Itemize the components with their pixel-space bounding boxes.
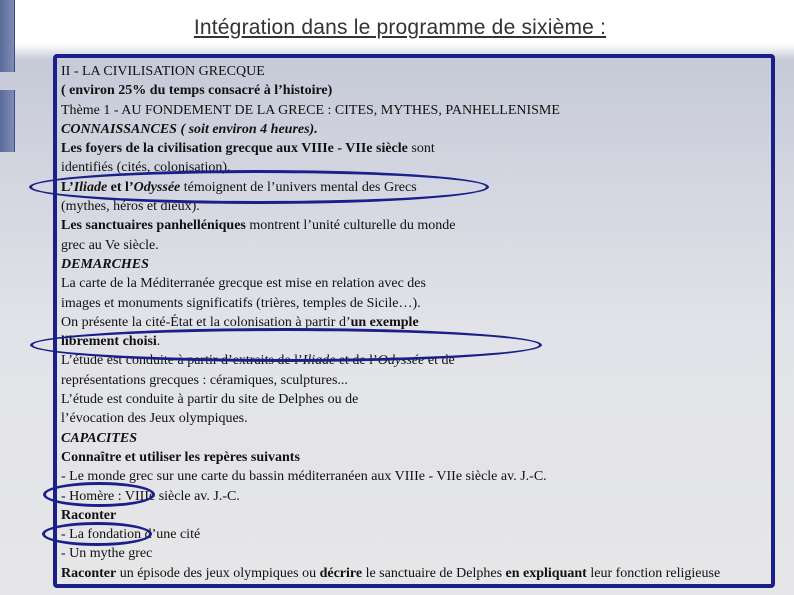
text-line: Raconter <box>61 507 117 523</box>
text-line: La carte de la Méditerranée grecque est mise en relation avec des <box>61 276 426 292</box>
annotation-ellipse <box>42 522 152 546</box>
text-line: - Le monde grec sur une carte du bassin méditerranéen aux VIIIe - VIIe siècle av. J.-C. <box>61 469 547 485</box>
annotation-ellipse <box>43 482 155 507</box>
text-line: Les foyers de la civilisation grecque aux VIIIe - VIIe siècle sont <box>61 141 435 157</box>
annotation-ellipse <box>29 170 489 204</box>
text-line: (mythes, héros et dieux). <box>61 199 200 215</box>
text-line: représentations grecques : céramiques, sculptures... <box>61 372 348 388</box>
text-line: L’Iliade et l’Odyssée témoignent de l’univers mental des Grecs <box>61 179 417 195</box>
side-decoration-bar <box>0 90 15 152</box>
text-line: CONNAISSANCES ( soit environ 4 heures). <box>61 121 318 137</box>
text-line: L’étude est conduite à partir du site de Delphes ou de <box>61 392 359 408</box>
annotation-ellipse <box>30 328 542 362</box>
text-line: Thème 1 - AU FONDEMENT DE LA GRECE : CITES, MYTHES, PANHELLENISME <box>61 102 560 118</box>
text-line: librement choisi. <box>61 334 161 350</box>
text-line: CAPACITES <box>61 430 137 446</box>
text-line: Les sanctuaires panhelléniques montrent l’unité culturelle du monde <box>61 218 456 234</box>
slide-title: Intégration dans le programme de sixième : <box>193 16 607 39</box>
text-line: Raconter un épisode des jeux olympiques ou décrire le sanctuaire de Delphes en expliquant leur fonction religieuse <box>61 565 721 581</box>
text-line: L’étude est conduite à partir d’extraits de l’Iliade et de l’Odyssée et de <box>61 353 455 369</box>
text-line: l’évocation des Jeux olympiques. <box>61 411 248 427</box>
text-line: - Homère : VIIIe siècle av. J.-C. <box>61 488 240 504</box>
text-line: II - LA CIVILISATION GRECQUE <box>61 64 265 79</box>
text-line: - Un mythe grec <box>61 546 153 562</box>
text-line: On présente la cité-État et la colonisation à partir d’un exemple <box>61 314 419 330</box>
text-line: grec au Ve siècle. <box>61 237 159 253</box>
text-line: DEMARCHES <box>61 256 149 272</box>
text-line: identifiés (cités, colonisation). <box>61 160 231 176</box>
program-text <box>61 62 794 583</box>
text-line: - La fondation d’une cité <box>61 527 201 543</box>
text-line: images et monuments significatifs (trières, temples de Sicile…). <box>61 295 421 311</box>
text-line: Connaître et utiliser les repères suivants <box>61 449 300 465</box>
text-line: ( environ 25% du temps consacré à l’histoire) <box>61 83 333 99</box>
